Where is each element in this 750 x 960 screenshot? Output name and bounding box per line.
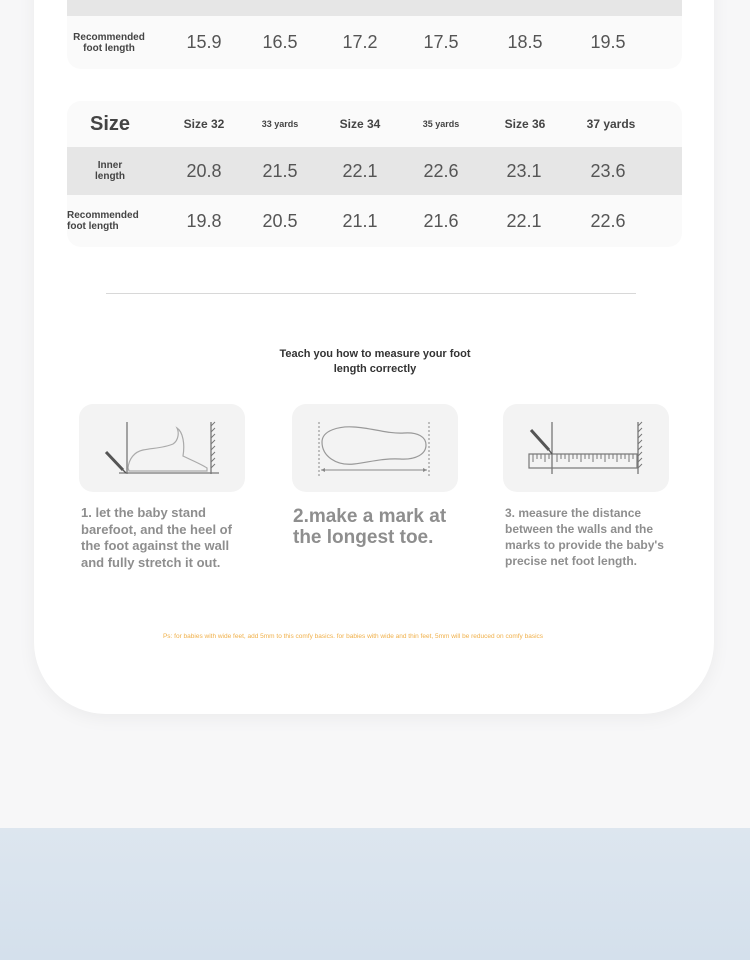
- cell-value: 21.6: [423, 210, 459, 231]
- row-label: Inner length: [95, 160, 125, 182]
- cell-value: 22.6: [590, 210, 626, 231]
- wide-feet-note: Ps: for babies with wide feet, add 5mm to this comfy basics. for babies with wide and thin feet, 5mm will be reduced on comfy basics: [162, 633, 544, 640]
- cell-value: 21.5: [262, 160, 298, 181]
- step-1-text: 1. let the baby stand barefoot, and the heel of the foot against the wall and fully stretch it out.: [81, 505, 232, 570]
- size-header: 37 yards: [586, 117, 636, 131]
- cell-value: 23.6: [590, 160, 626, 181]
- bottom-banner: [0, 828, 750, 960]
- cell-value: 22.6: [423, 160, 459, 181]
- measure-title-line: Teach you how to measure your foot: [279, 348, 471, 360]
- cell-value: 23.1: [506, 160, 542, 181]
- cell-value: 17.5: [423, 32, 459, 52]
- step-1-illustration: [79, 404, 245, 492]
- cell-value: 17.2: [342, 32, 378, 52]
- ruler-measure-icon: [503, 404, 669, 492]
- table-row: [67, 195, 682, 247]
- step-2-illustration: [292, 404, 458, 492]
- table-header-row: [67, 101, 682, 147]
- measure-title-line: length correctly: [333, 363, 417, 375]
- cell-value: 16.5: [262, 32, 298, 52]
- foot-against-wall-icon: [79, 404, 245, 492]
- cell-value: 20.5: [262, 210, 298, 231]
- size-header: 35 yards: [422, 119, 460, 129]
- cell-value: 22.1: [342, 160, 378, 181]
- cell-value: 19.8: [186, 210, 222, 231]
- size-header: Size 36: [504, 117, 546, 131]
- cell-value: 15.9: [186, 32, 222, 52]
- table-row: [67, 0, 682, 16]
- table-row: [67, 16, 682, 69]
- step-3-text: 3. measure the distance between the walls and the marks to provide the baby's precise net foot length.: [505, 506, 664, 568]
- foot-outline-icon: [292, 404, 458, 492]
- cell-value: 18.5: [507, 32, 543, 52]
- size-header: 33 yards: [261, 119, 299, 129]
- row-label: Recommended foot length: [73, 31, 145, 54]
- size-column-header: Size: [89, 112, 131, 135]
- cell-value: 19.5: [590, 32, 626, 52]
- size-table-top: [67, 0, 682, 69]
- size-table: [67, 101, 682, 247]
- size-header: Size 32: [183, 117, 225, 131]
- cell-value: 22.1: [506, 210, 542, 231]
- size-header: Size 34: [339, 117, 381, 131]
- row-label: Recommended foot length: [67, 210, 139, 232]
- step-3-illustration: [503, 404, 669, 492]
- section-divider: [106, 293, 636, 294]
- cell-value: 21.1: [342, 210, 378, 231]
- cell-value: 20.8: [186, 160, 222, 181]
- table-row: [67, 147, 682, 195]
- measure-title: [0, 347, 750, 377]
- step-2-text: 2.make a mark at the longest toe.: [293, 506, 447, 548]
